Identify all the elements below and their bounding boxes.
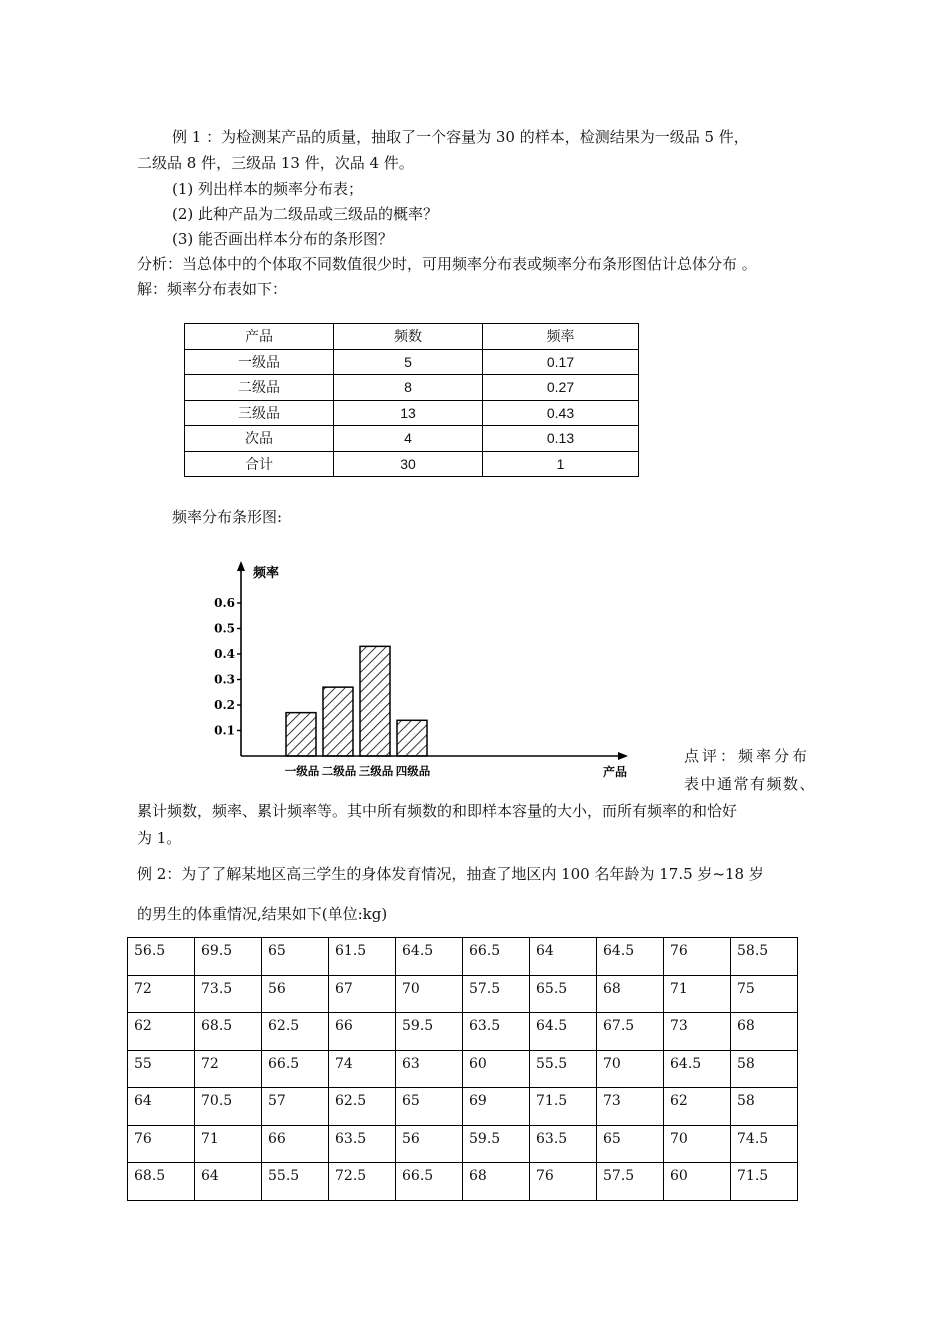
review-line4: 为 1。 (137, 829, 182, 847)
weight-cell: 62 (128, 1013, 195, 1051)
weight-cell: 76 (530, 1163, 597, 1201)
table-row (128, 1013, 798, 1051)
weight-cell: 66.5 (463, 938, 530, 976)
table-row (185, 451, 639, 477)
x-tick-label: 四级品 (395, 764, 431, 778)
analysis-text: 分析：当总体中的个体取不同数值很少时，可用频率分布表或频率分布条形图估计总体分布 。 (137, 255, 757, 273)
weight-cell: 65 (262, 938, 329, 976)
weight-cell: 68 (597, 975, 664, 1013)
weight-cell: 73 (664, 1013, 731, 1051)
weight-cell: 70 (396, 975, 463, 1013)
weight-cell: 58.5 (731, 938, 798, 976)
review-text-part2: 表中通常有频数、 (684, 775, 817, 793)
weight-cell: 57.5 (463, 975, 530, 1013)
weight-cell: 66.5 (262, 1050, 329, 1088)
weight-cell: 66 (329, 1013, 396, 1051)
weight-cell: 64 (530, 938, 597, 976)
x-tick-label: 一级品 (284, 764, 320, 778)
weight-cell: 65 (396, 1088, 463, 1126)
table-header-row (185, 324, 639, 350)
table-cell: 0.43 (483, 400, 639, 426)
weight-cell: 61.5 (329, 938, 396, 976)
weight-cell: 62.5 (329, 1088, 396, 1126)
bar (286, 713, 316, 756)
weight-cell: 67 (329, 975, 396, 1013)
weight-cell: 64.5 (664, 1050, 731, 1088)
x-axis-arrow (618, 752, 628, 760)
y-tick-label: 0.3 (214, 672, 235, 687)
table-row (128, 1088, 798, 1126)
weight-cell: 56 (396, 1125, 463, 1163)
weight-cell: 71.5 (731, 1163, 798, 1201)
weight-cell: 69 (463, 1088, 530, 1126)
example1-line2: 二级品 8 件，三级品 13 件，次品 4 件。 (137, 154, 414, 172)
weight-cell: 71 (664, 975, 731, 1013)
table-row (185, 349, 639, 375)
x-tick-label: 二级品 (321, 764, 357, 778)
table-cell: 0.13 (483, 426, 639, 452)
weight-cell: 76 (664, 938, 731, 976)
frequency-table (184, 323, 639, 477)
weight-cell: 55.5 (530, 1050, 597, 1088)
weight-cell: 73 (597, 1088, 664, 1126)
table-row (128, 1163, 798, 1201)
weight-cell: 59.5 (463, 1125, 530, 1163)
weight-cell: 74 (329, 1050, 396, 1088)
header-cell: 频率 (483, 324, 639, 350)
example1-line1: 例 1 ：为检测某产品的质量，抽取了一个容量为 30 的样本，检测结果为一级品 5 件， (172, 128, 749, 146)
example2-line2: 的男生的体重情况,结果如下(单位:kg) (137, 905, 388, 923)
bar (360, 646, 390, 756)
weight-cell: 60 (463, 1050, 530, 1088)
x-axis-label: 产品 (603, 765, 628, 779)
y-axis-label: 频率 (253, 566, 280, 581)
weight-cell: 69.5 (195, 938, 262, 976)
question-3: (3) 能否画出样本分布的条形图？ (172, 230, 394, 248)
header-cell: 产品 (185, 324, 334, 350)
weight-cell: 71.5 (530, 1088, 597, 1126)
table-row (185, 375, 639, 401)
weight-cell: 55.5 (262, 1163, 329, 1201)
weight-cell: 75 (731, 975, 798, 1013)
bar (397, 720, 427, 756)
y-axis-arrow (237, 561, 245, 571)
weight-cell: 62.5 (262, 1013, 329, 1051)
table-cell: 8 (334, 375, 483, 401)
table-row (128, 1050, 798, 1088)
weight-cell: 55 (128, 1050, 195, 1088)
weight-cell: 57 (262, 1088, 329, 1126)
weight-cell: 56 (262, 975, 329, 1013)
weight-cell: 76 (128, 1125, 195, 1163)
weight-cell: 68.5 (195, 1013, 262, 1051)
y-tick-label: 0.5 (214, 621, 235, 636)
header-cell: 频数 (334, 324, 483, 350)
table-cell: 一级品 (185, 349, 334, 375)
table-cell: 次品 (185, 426, 334, 452)
table-cell: 4 (334, 426, 483, 452)
table-row (128, 1125, 798, 1163)
weight-cell: 70 (597, 1050, 664, 1088)
table-row (128, 975, 798, 1013)
table-cell: 1 (483, 451, 639, 477)
table-cell: 二级品 (185, 375, 334, 401)
solution-text: 解：频率分布表如下： (137, 280, 288, 298)
weight-cell: 72 (128, 975, 195, 1013)
weight-cell: 65.5 (530, 975, 597, 1013)
weight-cell: 73.5 (195, 975, 262, 1013)
bar (323, 687, 353, 756)
weight-cell: 66 (262, 1125, 329, 1163)
table-cell: 30 (334, 451, 483, 477)
y-tick-label: 0.1 (214, 723, 235, 738)
table-cell: 合计 (185, 451, 334, 477)
review-text-part1: 点评：频率分布 (684, 747, 811, 765)
weight-cell: 66.5 (396, 1163, 463, 1201)
question-1: (1) 列出样本的频率分布表； (172, 180, 364, 198)
table-cell: 三级品 (185, 400, 334, 426)
weight-cell: 63.5 (329, 1125, 396, 1163)
weight-cell: 58 (731, 1050, 798, 1088)
weight-cell: 74.5 (731, 1125, 798, 1163)
table-cell: 13 (334, 400, 483, 426)
weight-cell: 60 (664, 1163, 731, 1201)
y-tick-label: 0.2 (214, 698, 235, 712)
weight-cell: 63 (396, 1050, 463, 1088)
x-tick-label: 三级品 (358, 764, 394, 778)
y-tick-label: 0.4 (214, 647, 235, 661)
weight-cell: 68 (731, 1013, 798, 1051)
table-row (185, 426, 639, 452)
weight-cell: 68.5 (128, 1163, 195, 1201)
weight-cell: 68 (463, 1163, 530, 1201)
example2-line1: 例 2：为了了解某地区高三学生的身体发育情况，抽查了地区内 100 名年龄为 17.5 岁~18 岁 (137, 865, 764, 883)
weight-cell: 64.5 (597, 938, 664, 976)
table-cell: 0.27 (483, 375, 639, 401)
table-cell: 0.17 (483, 349, 639, 375)
weight-cell: 64 (195, 1163, 262, 1201)
weight-cell: 70 (664, 1125, 731, 1163)
y-tick-label: 0.6 (214, 596, 235, 610)
weight-cell: 62 (664, 1088, 731, 1126)
weight-cell: 70.5 (195, 1088, 262, 1126)
weight-cell: 64.5 (396, 938, 463, 976)
table-row (128, 938, 798, 976)
weight-cell: 71 (195, 1125, 262, 1163)
weight-cell: 58 (731, 1088, 798, 1126)
review-line3: 累计频数，频率、累计频率等。其中所有频数的和即样本容量的大小，而所有频率的和恰好 (137, 802, 738, 820)
weight-cell: 64 (128, 1088, 195, 1126)
weights-table (127, 937, 798, 1201)
weight-cell: 72 (195, 1050, 262, 1088)
weight-cell: 63.5 (463, 1013, 530, 1051)
weight-cell: 59.5 (396, 1013, 463, 1051)
weight-cell: 56.5 (128, 938, 195, 976)
table-row (185, 400, 639, 426)
weight-cell: 63.5 (530, 1125, 597, 1163)
weight-cell: 72.5 (329, 1163, 396, 1201)
weight-cell: 65 (597, 1125, 664, 1163)
table-cell: 5 (334, 349, 483, 375)
weight-cell: 67.5 (597, 1013, 664, 1051)
question-2: (2) 此种产品为二级品或三级品的概率？ (172, 205, 439, 223)
weight-cell: 64.5 (530, 1013, 597, 1051)
weight-cell: 57.5 (597, 1163, 664, 1201)
bar-chart (210, 555, 640, 785)
chart-caption: 频率分布条形图: (172, 508, 283, 526)
